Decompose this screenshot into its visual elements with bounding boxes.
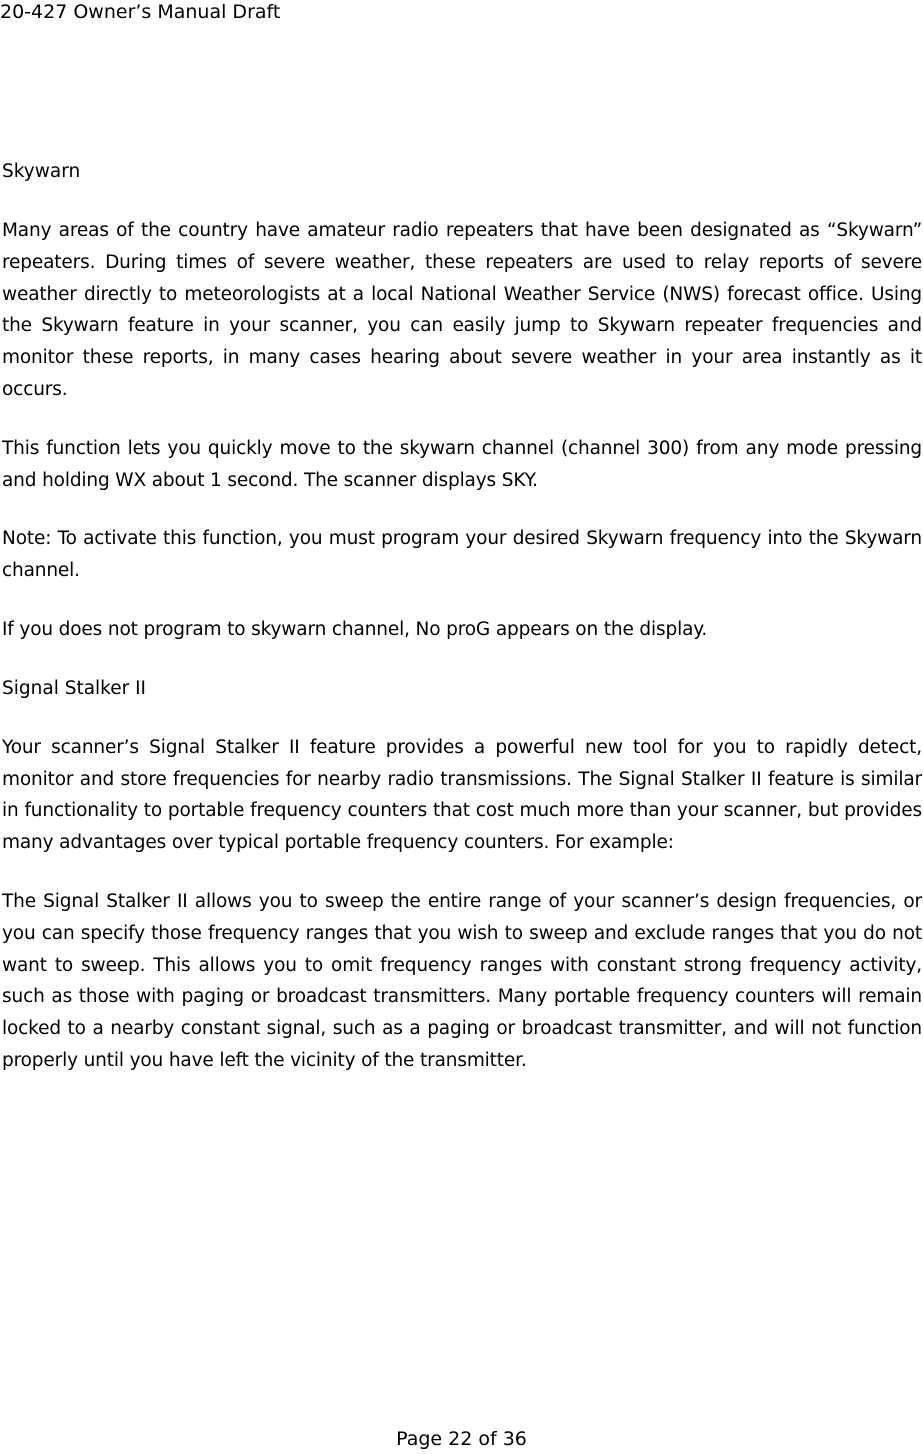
skywarn-paragraph-noprog: If you does not program to skywarn channel, No proG appears on the display.	[2, 618, 708, 640]
signal-stalker-paragraph-intro: Your scanner’s Signal Stalker II feature provides a powerful new tool for you to rapidly detect, monitor and store frequencies for nearby radio transmissions. The Signal Stalker II feature is similar in functionality to portable frequency counters that cost much more than your scanner, but provides many advantages over typical portable frequency counters. For example:	[2, 736, 922, 854]
skywarn-paragraph-function: This function lets you quickly move to the skywarn channel (channel 300) from any mode pressing and holding WX about 1 second. The scanner displays SKY.	[2, 437, 922, 491]
skywarn-paragraph-note: Note: To activate this function, you must program your desired Skywarn frequency into the Skywarn channel.	[2, 528, 922, 582]
section-heading-skywarn: Skywarn	[2, 161, 81, 182]
document-body	[2, 156, 922, 1077]
signal-stalker-paragraph-sweep: The Signal Stalker II allows you to sweep the entire range of your scanner’s design frequencies, or you can specify those frequency ranges that you wish to sweep and exclude ranges that you do not want to sweep. This allows you to omit frequency ranges with constant strong frequency activity, such as those with paging or broadcast transmitters. Many portable frequency counters will remain locked to a nearby constant signal, such as a paging or broadcast transmitter, and will not function properly until you have left the vicinity of the transmitter.	[2, 890, 922, 1071]
skywarn-paragraph-intro: Many areas of the country have amateur radio repeaters that have been designated as “Skywarn” repeaters. During times of severe weather, these repeaters are used to relay reports of severe weather directly to meteorologists at a local National Weather Service (NWS) forecast office. Using the Skywarn feature in your scanner, you can easily jump to Skywarn repeater frequencies and monitor these reports, in many cases hearing about severe weather in your area instantly as it occurs.	[2, 220, 922, 400]
page-number: Page 22 of 36	[396, 1428, 527, 1450]
section-heading-signal-stalker: Signal Stalker II	[2, 677, 147, 699]
document-header-title: 20-427 Owner’s Manual Draft	[0, 1, 281, 23]
